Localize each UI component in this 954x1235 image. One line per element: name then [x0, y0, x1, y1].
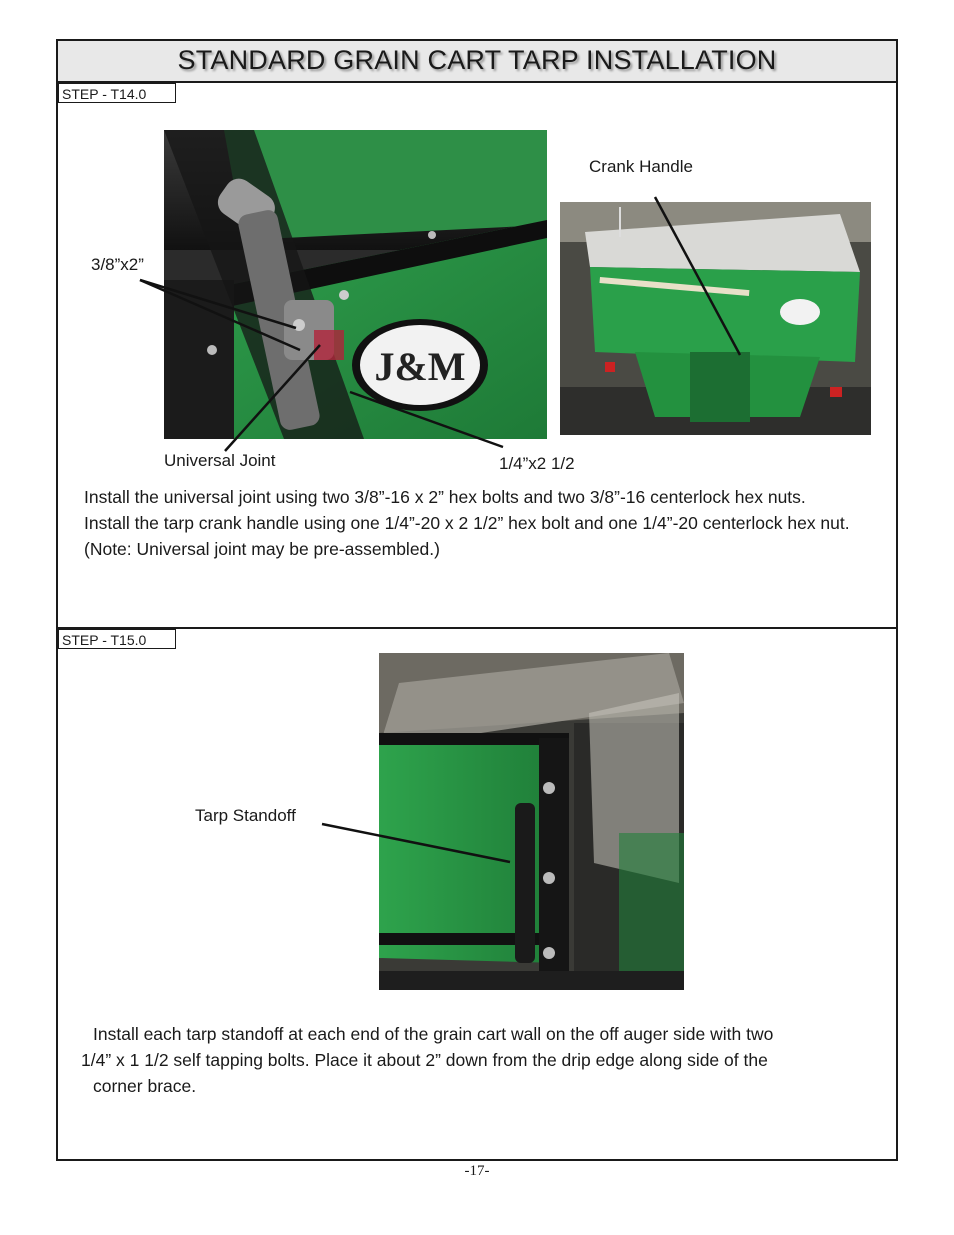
- leader-bolt-38-upper: [140, 280, 296, 328]
- leader-bolt-38-lower: [140, 280, 300, 350]
- step-t15-label: STEP - T15.0: [58, 629, 176, 649]
- step-t14-label: STEP - T14.0: [58, 83, 176, 103]
- bolt-14-callout: 1/4”x2 1/2: [499, 454, 575, 473]
- universal-joint-callout: Universal Joint: [164, 451, 276, 470]
- crank-handle-callout: Crank Handle: [589, 157, 693, 176]
- instruction-line: 1/4” x 1 1/2 self tapping bolts. Place it about 2” down from the drip edge along side of the: [81, 1050, 768, 1070]
- leader-crank-handle: [655, 197, 740, 355]
- leader-bolt-14: [350, 392, 503, 447]
- instruction-line: Install each tarp standoff at each end of the grain cart wall on the off auger side with two: [93, 1024, 774, 1044]
- page-number: -17-: [464, 1163, 490, 1179]
- bolt-38-callout: 3/8”x2”: [91, 255, 144, 274]
- leader-universal-joint: [225, 345, 320, 451]
- instruction-line: Install the tarp crank handle using one 1/4”-20 x 2 1/2” hex bolt and one 1/4”-20 centerlock hex nut.: [84, 513, 850, 533]
- svg-text:J&M: J&M: [374, 344, 466, 389]
- instruction-line: Install the universal joint using two 3/8”-16 x 2” hex bolts and two 3/8”-16 centerlock hex nuts.: [84, 487, 806, 507]
- tarp-standoff-callout: Tarp Standoff: [195, 806, 296, 825]
- page-title: STANDARD GRAIN CART TARP INSTALLATION: [177, 45, 777, 75]
- instruction-line: corner brace.: [93, 1076, 197, 1096]
- leader-tarp-standoff: [322, 824, 510, 862]
- instruction-line: (Note: Universal joint may be pre-assembled.): [84, 539, 440, 559]
